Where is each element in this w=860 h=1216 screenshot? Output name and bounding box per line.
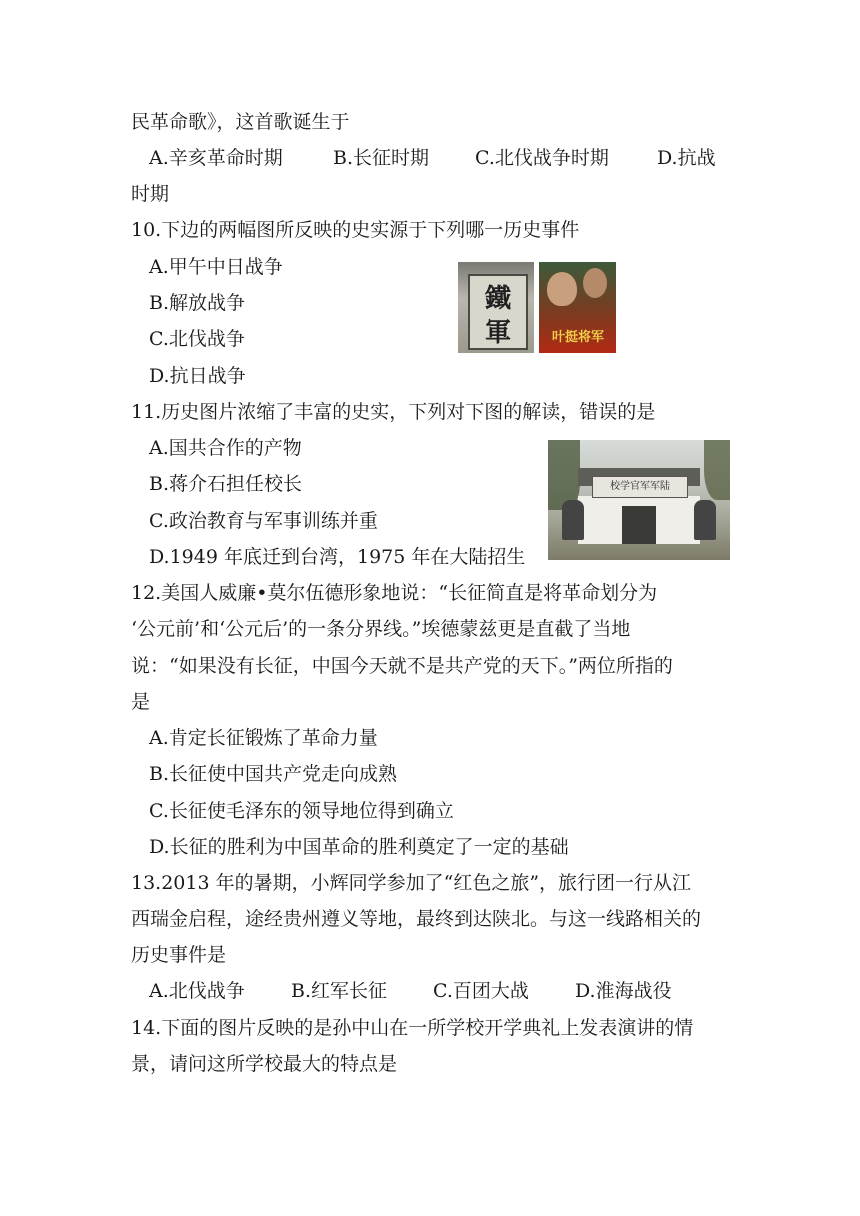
q9-option-d-tail: 时期 (131, 183, 170, 205)
q11-option-d: D.1949 年底迁到台湾，1975 年在大陆招生 (149, 546, 526, 568)
q13-option-a: A.北伐战争 (149, 980, 245, 1002)
q9-stem-tail: 民革命歌》，这首歌诞生于 (131, 111, 350, 133)
poster-figure-1 (547, 272, 577, 306)
flag-char-1: 鐵 (484, 284, 511, 314)
q9-options (149, 146, 716, 170)
q12-stem-line-3: 说：“如果没有长征，中国今天就不是共产党的天下。”两位所指的 (131, 655, 673, 677)
q12-option-c: C.长征使毛泽东的领导地位得到确立 (149, 800, 454, 822)
q10-option-b: B.解放战争 (149, 292, 246, 314)
iron-army-flag-photo (458, 262, 534, 353)
tree-right (704, 440, 730, 500)
q12-option-d: D.长征的胜利为中国革命的胜利奠定了一定的基础 (149, 836, 569, 858)
q14-stem-line-1: 14.下面的图片反映的是孙中山在一所学校开学典礼上发表演讲的情 (131, 1017, 694, 1039)
q11-option-a: A.国共合作的产物 (149, 437, 302, 459)
flag-banner (468, 274, 528, 350)
q12-option-b: B.长征使中国共产党走向成熟 (149, 763, 398, 785)
q13-stem-line-1: 13.2013 年的暑期，小辉同学参加了“红色之旅”，旅行团一行从江 (131, 872, 692, 894)
q13-stem-line-2: 西瑞金启程，途经贵州遵义等地，最终到达陕北。与这一线路相关的 (131, 908, 702, 930)
q10-option-a: A.甲午中日战争 (149, 256, 283, 278)
gate-door (622, 506, 656, 544)
q9-option-c: C.北伐战争时期 (475, 147, 609, 169)
military-academy-gate-photo (548, 440, 730, 560)
gate-signboard: 校学官军军陆 (592, 476, 688, 498)
movie-poster-photo (539, 262, 616, 353)
q13-option-d: D.淮海战役 (575, 980, 672, 1002)
poster-figure-2 (583, 268, 607, 298)
q9-option-d: D.抗战 (657, 147, 716, 169)
q9-option-b: B.长征时期 (333, 147, 430, 169)
q13-options (149, 979, 672, 1003)
q9-option-a: A.辛亥革命时期 (149, 147, 283, 169)
q11-option-c: C.政治教育与军事训练并重 (149, 510, 378, 532)
q11-stem: 11.历史图片浓缩了丰富的史实，下列对下图的解读，错误的是 (131, 401, 656, 423)
sentry-box-right (694, 500, 716, 540)
sentry-box-left (562, 500, 584, 540)
flag-char-2: 軍 (484, 318, 511, 348)
q10-stem: 10.下边的两幅图所反映的史实源于下列哪一历史事件 (131, 219, 580, 241)
q10-option-d: D.抗日战争 (149, 365, 246, 387)
q12-stem-line-4: 是 (131, 691, 151, 713)
q11-option-b: B.蒋介石担任校长 (149, 473, 303, 495)
q13-option-b: B.红军长征 (291, 980, 388, 1002)
q13-stem-line-3: 历史事件是 (131, 944, 227, 966)
q12-stem-line-1: 12.美国人威廉•莫尔伍德形象地说：“长征简直是将革命划分为 (131, 582, 658, 604)
q12-option-a: A.肯定长征锻炼了革命力量 (149, 727, 378, 749)
q14-stem-line-2: 景，请问这所学校最大的特点是 (131, 1053, 398, 1075)
q13-option-c: C.百团大战 (433, 980, 529, 1002)
q10-option-c: C.北伐战争 (149, 328, 245, 350)
poster-title: 叶挺将军 (551, 330, 604, 345)
q12-stem-line-2: ‘公元前’和‘公元后’的一条分界线。”埃德蒙兹更是直截了当地 (131, 618, 631, 640)
